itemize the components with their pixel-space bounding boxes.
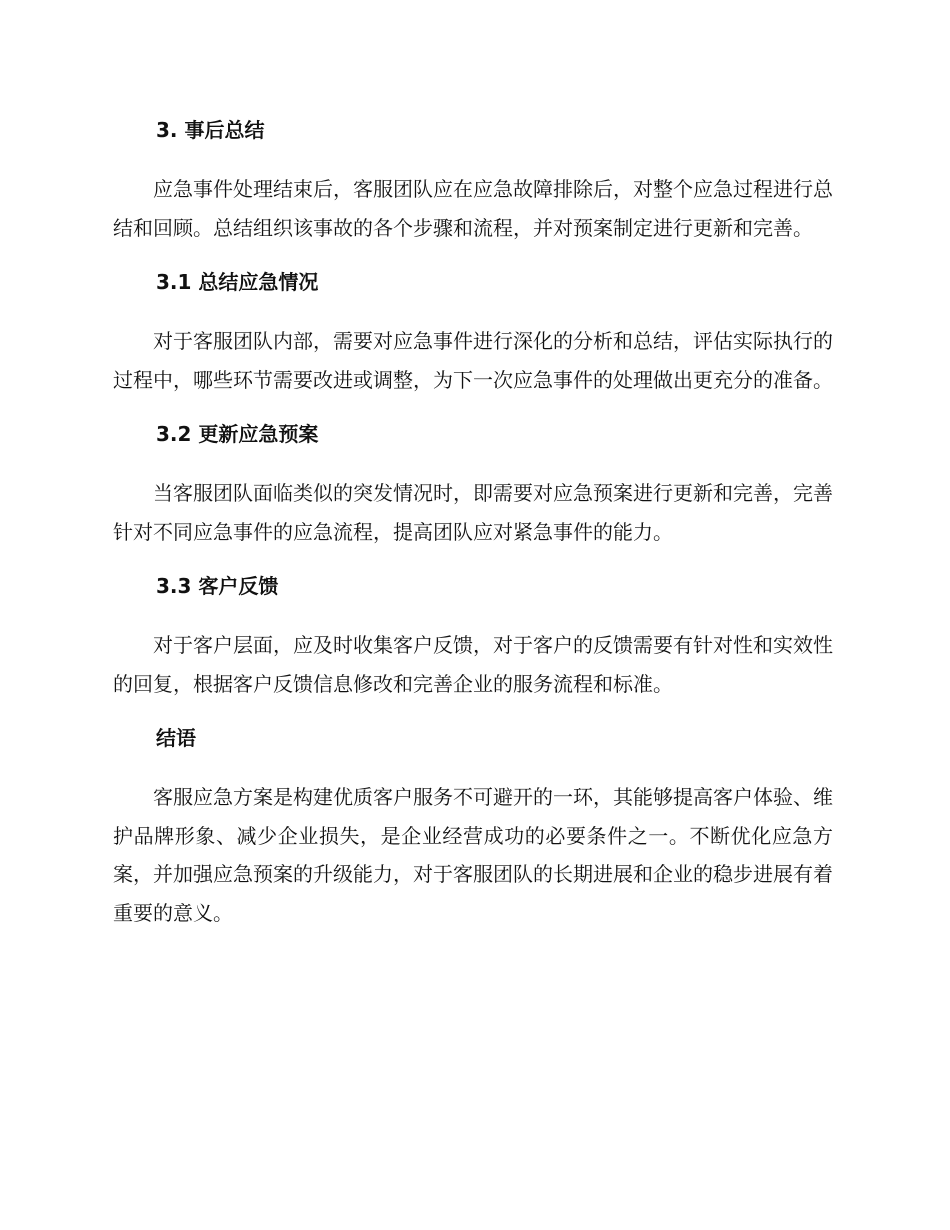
section-heading-conclusion: 结语 (156, 726, 196, 750)
section-paragraph-update-plan: 当客服团队面临类似的突发情况时，即需要对应急预案进行更新和完善，完善针对不同应急事件的应急流程，提高团队应对紧急事件的能力。 (113, 481, 833, 544)
section-paragraph-summarize-emergency: 对于客服团队内部，需要对应急事件进行深化的分析和总结，评估实际执行的过程中，哪些环节需要改进或调整，为下一次应急事件的处理做出更充分的准备。 (113, 329, 833, 392)
section-paragraph-customer-feedback: 对于客户层面，应及时收集客户反馈，对于客户的反馈需要有针对性和实效性的回复，根据客户反馈信息修改和完善企业的服务流程和标准。 (113, 633, 833, 696)
section-heading-update-plan: 3.2 更新应急预案 (156, 422, 319, 446)
section-paragraph-conclusion: 客服应急方案是构建优质客户服务不可避开的一环，其能够提高客户体验、维护品牌形象、减少企业损失，是企业经营成功的必要条件之一。不断优化应急方案，并加强应急预案的升级能力，对于客服团队的长期进展和企业的稳步进展有着重要的意义。 (113, 785, 833, 925)
document-page (113, 112, 833, 932)
section-heading-customer-feedback: 3.3 客户反馈 (156, 574, 279, 598)
section-paragraph-post-event-summary: 应急事件处理结束后，客服团队应在应急故障排除后，对整个应急过程进行总结和回顾。总结组织该事故的各个步骤和流程，并对预案制定进行更新和完善。 (113, 177, 833, 240)
section-heading-summarize-emergency: 3.1 总结应急情况 (156, 270, 319, 294)
section-heading-post-event-summary: 3. 事后总结 (156, 118, 265, 142)
